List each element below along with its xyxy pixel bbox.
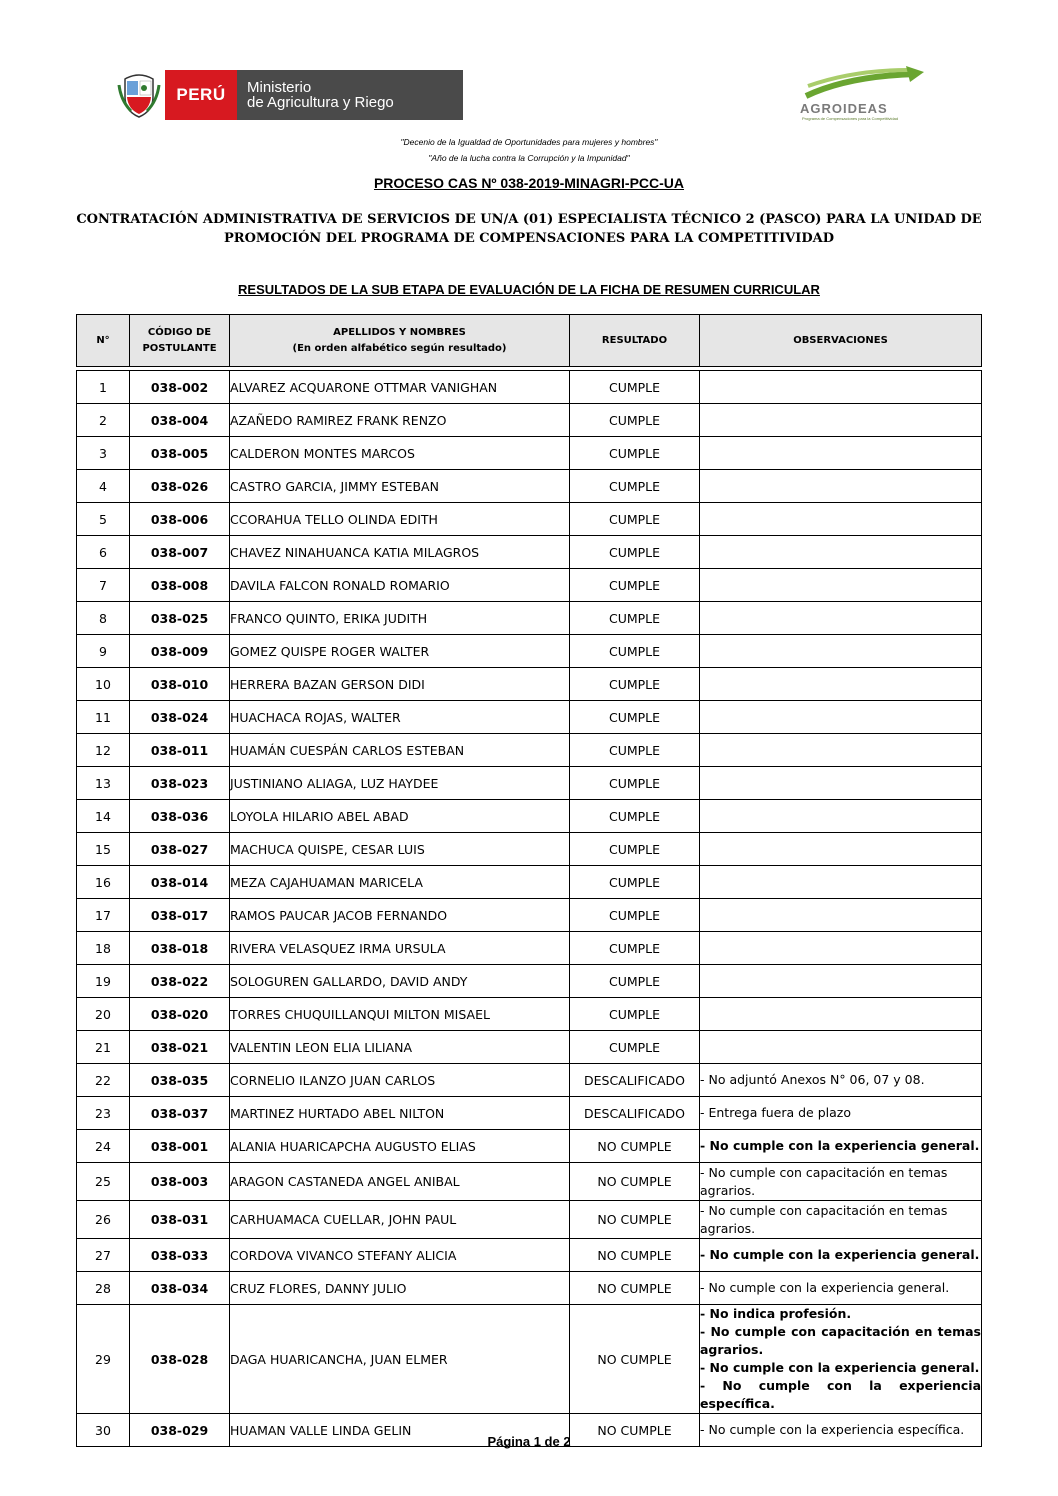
applicant-code: 038-001 [130, 1130, 230, 1163]
observations-cell [700, 734, 982, 767]
row-number: 29 [77, 1305, 130, 1414]
table-row [77, 701, 982, 734]
result-status: CUMPLE [570, 437, 700, 470]
table-row [77, 1064, 982, 1097]
observation-line: - Entrega fuera de plazo [700, 1105, 851, 1120]
applicant-code: 038-008 [130, 569, 230, 602]
applicant-name: DAVILA FALCON RONALD ROMARIO [230, 569, 570, 602]
observations-cell [700, 1201, 982, 1239]
row-number: 24 [77, 1130, 130, 1163]
observation-line: - No cumple con capacitación en temas agrarios. [700, 1202, 948, 1236]
observations-cell [700, 701, 982, 734]
col-header-obs: OBSERVACIONES [700, 315, 982, 367]
result-status: CUMPLE [570, 404, 700, 437]
agroideas-logo [798, 66, 933, 124]
applicant-code: 038-025 [130, 602, 230, 635]
table-row [77, 899, 982, 932]
applicant-code: 038-023 [130, 767, 230, 800]
result-status: CUMPLE [570, 1031, 700, 1064]
result-status: CUMPLE [570, 833, 700, 866]
applicant-code: 038-018 [130, 932, 230, 965]
table-row [77, 734, 982, 767]
applicant-code: 038-021 [130, 1031, 230, 1064]
observations-cell [700, 503, 982, 536]
section-subtitle: RESULTADOS DE LA SUB ETAPA DE EVALUACIÓN DE LA FICHA DE RESUMEN CURRICULAR [238, 282, 820, 297]
applicant-code: 038-005 [130, 437, 230, 470]
result-status: DESCALIFICADO [570, 1064, 700, 1097]
result-status: CUMPLE [570, 965, 700, 998]
table-row [77, 503, 982, 536]
observations-cell [700, 932, 982, 965]
applicant-code: 038-037 [130, 1097, 230, 1130]
result-status: DESCALIFICADO [570, 1097, 700, 1130]
applicant-name: HUAMÁN CUESPÁN CARLOS ESTEBAN [230, 734, 570, 767]
col-header-num: N° [77, 315, 130, 367]
table-row [77, 965, 982, 998]
observations-cell [700, 800, 982, 833]
observations-cell [700, 866, 982, 899]
row-number: 11 [77, 701, 130, 734]
result-status: CUMPLE [570, 635, 700, 668]
observations-cell [700, 833, 982, 866]
result-status: NO CUMPLE [570, 1201, 700, 1239]
result-status: CUMPLE [570, 371, 700, 404]
applicant-code: 038-017 [130, 899, 230, 932]
table-row [77, 569, 982, 602]
applicant-code: 038-003 [130, 1163, 230, 1201]
table-row [77, 1239, 982, 1272]
table-row [77, 470, 982, 503]
table-row [77, 602, 982, 635]
applicant-name: ALANIA HUARICAPCHA AUGUSTO ELIAS [230, 1130, 570, 1163]
applicant-code: 038-010 [130, 668, 230, 701]
result-status: NO CUMPLE [570, 1239, 700, 1272]
applicant-code: 038-033 [130, 1239, 230, 1272]
observations-cell [700, 1272, 982, 1305]
result-status: CUMPLE [570, 503, 700, 536]
observations-cell [700, 998, 982, 1031]
result-status: CUMPLE [570, 470, 700, 503]
ministry-line-1: Ministerio [247, 79, 312, 96]
observation-line: - No cumple con la experiencia general. [700, 1360, 980, 1375]
observations-cell [700, 371, 982, 404]
ministry-line-2: de Agricultura y Riego [247, 94, 394, 111]
applicant-code: 038-006 [130, 503, 230, 536]
row-number: 16 [77, 866, 130, 899]
applicant-code: 038-022 [130, 965, 230, 998]
applicant-name: VALENTIN LEON ELIA LILIANA [230, 1031, 570, 1064]
observations-cell [700, 767, 982, 800]
motto-line-1: "Decenio de la Igualdad de Oportunidades para mujeres y hombres" [400, 137, 658, 147]
observations-cell [700, 635, 982, 668]
row-number: 15 [77, 833, 130, 866]
table-header-row [77, 315, 982, 367]
observation-line: - No cumple con la experiencia general. [700, 1247, 980, 1262]
applicant-code: 038-034 [130, 1272, 230, 1305]
table-row [77, 833, 982, 866]
applicant-name: ARAGON CASTANEDA ANGEL ANIBAL [230, 1163, 570, 1201]
row-number: 18 [77, 932, 130, 965]
applicant-code: 038-011 [130, 734, 230, 767]
results-table [76, 314, 982, 1447]
result-status: CUMPLE [570, 899, 700, 932]
table-row [77, 998, 982, 1031]
row-number: 7 [77, 569, 130, 602]
observations-cell [700, 536, 982, 569]
table-row [77, 767, 982, 800]
table-row [77, 536, 982, 569]
applicant-code: 038-009 [130, 635, 230, 668]
observations-cell [700, 1031, 982, 1064]
applicant-code: 038-029 [130, 1414, 230, 1447]
row-number: 13 [77, 767, 130, 800]
row-number: 21 [77, 1031, 130, 1064]
row-number: 27 [77, 1239, 130, 1272]
result-status: NO CUMPLE [570, 1130, 700, 1163]
peru-label: PERÚ [165, 70, 237, 120]
result-status: CUMPLE [570, 998, 700, 1031]
col-header-code [130, 315, 230, 367]
observation-line: - No adjuntó Anexos N° 06, 07 y 08. [700, 1072, 925, 1087]
col-header-name-line2: (En orden alfabético según resultado) [292, 342, 507, 354]
applicant-name: CARHUAMACA CUELLAR, JOHN PAUL [230, 1201, 570, 1239]
row-number: 4 [77, 470, 130, 503]
applicant-name: CORDOVA VIVANCO STEFANY ALICIA [230, 1239, 570, 1272]
applicant-code: 038-028 [130, 1305, 230, 1414]
observations-cell [700, 470, 982, 503]
row-number: 1 [77, 371, 130, 404]
applicant-code: 038-002 [130, 371, 230, 404]
observations-cell [700, 1305, 982, 1414]
applicant-code: 038-020 [130, 998, 230, 1031]
main-title: CONTRATACIÓN ADMINISTRATIVA DE SERVICIOS DE UN/A (01) ESPECIALISTA TÉCNICO 2 (PASCO) PARA LA UNIDAD DE PROMOCIÓN DEL PROGRAMA DE COMPENSACIONES PARA LA COMPETITIVIDAD [76, 212, 982, 246]
applicant-code: 038-031 [130, 1201, 230, 1239]
applicant-name: CRUZ FLORES, DANNY JULIO [230, 1272, 570, 1305]
col-header-result: RESULTADO [570, 315, 700, 367]
result-status: CUMPLE [570, 701, 700, 734]
observations-cell [700, 569, 982, 602]
applicant-name: TORRES CHUQUILLANQUI MILTON MISAEL [230, 998, 570, 1031]
result-status: CUMPLE [570, 734, 700, 767]
row-number: 12 [77, 734, 130, 767]
applicant-name: FRANCO QUINTO, ERIKA JUDITH [230, 602, 570, 635]
applicant-name: AZAÑEDO RAMIREZ FRANK RENZO [230, 404, 570, 437]
applicant-name: MACHUCA QUISPE, CESAR LUIS [230, 833, 570, 866]
observation-line: - No cumple con la experiencia general. [700, 1280, 950, 1295]
row-number: 30 [77, 1414, 130, 1447]
row-number: 2 [77, 404, 130, 437]
ministry-logo [113, 70, 463, 120]
table-row [77, 932, 982, 965]
table-row [77, 1130, 982, 1163]
table-row [77, 668, 982, 701]
agroideas-brand: AGROIDEAS [800, 101, 888, 116]
result-status: CUMPLE [570, 767, 700, 800]
row-number: 5 [77, 503, 130, 536]
table-row [77, 1272, 982, 1305]
observations-cell [700, 668, 982, 701]
result-status: CUMPLE [570, 569, 700, 602]
row-number: 6 [77, 536, 130, 569]
observations-cell [700, 965, 982, 998]
table-row [77, 1031, 982, 1064]
result-status: CUMPLE [570, 932, 700, 965]
observations-cell [700, 899, 982, 932]
table-row [77, 1097, 982, 1130]
applicant-name: RAMOS PAUCAR JACOB FERNANDO [230, 899, 570, 932]
row-number: 28 [77, 1272, 130, 1305]
result-status: NO CUMPLE [570, 1163, 700, 1201]
applicant-code: 038-007 [130, 536, 230, 569]
applicant-name: JUSTINIANO ALIAGA, LUZ HAYDEE [230, 767, 570, 800]
table-row [77, 404, 982, 437]
row-number: 25 [77, 1163, 130, 1201]
motto-line-2: "Año de la lucha contra la Corrupción y la Impunidad" [428, 153, 630, 163]
observations-cell [700, 1239, 982, 1272]
applicant-name: LOYOLA HILARIO ABEL ABAD [230, 800, 570, 833]
applicant-name: CALDERON MONTES MARCOS [230, 437, 570, 470]
row-number: 19 [77, 965, 130, 998]
agroideas-arrow-icon [798, 66, 928, 102]
col-header-code-line1: CÓDIGO DE [147, 326, 212, 338]
table-row [77, 1201, 982, 1239]
row-number: 10 [77, 668, 130, 701]
row-number: 3 [77, 437, 130, 470]
observations-cell [700, 1163, 982, 1201]
row-number: 22 [77, 1064, 130, 1097]
observation-line: - No cumple con capacitación en temas agrarios. [700, 1164, 948, 1198]
table-row [77, 866, 982, 899]
observations-cell [700, 602, 982, 635]
applicant-name: CHAVEZ NINAHUANCA KATIA MILAGROS [230, 536, 570, 569]
observation-line: - No cumple con la experiencia general. [700, 1138, 980, 1153]
row-number: 17 [77, 899, 130, 932]
ministry-name [237, 70, 463, 120]
result-status: NO CUMPLE [570, 1272, 700, 1305]
col-header-name-line1: APELLIDOS Y NOMBRES [333, 326, 466, 338]
row-number: 26 [77, 1201, 130, 1239]
row-number: 14 [77, 800, 130, 833]
observations-cell [700, 437, 982, 470]
table-row [77, 1305, 982, 1414]
applicant-code: 038-024 [130, 701, 230, 734]
coat-of-arms-icon [113, 70, 165, 120]
applicant-name: HERRERA BAZAN GERSON DIDI [230, 668, 570, 701]
applicant-name: CCORAHUA TELLO OLINDA EDITH [230, 503, 570, 536]
result-status: NO CUMPLE [570, 1414, 700, 1447]
applicant-name: MARTINEZ HURTADO ABEL NILTON [230, 1097, 570, 1130]
applicant-name: CASTRO GARCIA, JIMMY ESTEBAN [230, 470, 570, 503]
applicant-name: SOLOGUREN GALLARDO, DAVID ANDY [230, 965, 570, 998]
applicant-code: 038-036 [130, 800, 230, 833]
col-header-name [230, 315, 570, 367]
applicant-name: GOMEZ QUISPE ROGER WALTER [230, 635, 570, 668]
table-row [77, 1163, 982, 1201]
table-row [77, 635, 982, 668]
col-header-code-line2: POSTULANTE [142, 342, 217, 354]
result-status: CUMPLE [570, 668, 700, 701]
result-status: NO CUMPLE [570, 1305, 700, 1414]
applicant-name: ALVAREZ ACQUARONE OTTMAR VANIGHAN [230, 371, 570, 404]
applicant-name: HUAMAN VALLE LINDA GELIN [230, 1414, 570, 1447]
result-status: CUMPLE [570, 800, 700, 833]
result-status: CUMPLE [570, 536, 700, 569]
applicant-name: RIVERA VELASQUEZ IRMA URSULA [230, 932, 570, 965]
row-number: 9 [77, 635, 130, 668]
row-number: 20 [77, 998, 130, 1031]
applicant-code: 038-014 [130, 866, 230, 899]
process-title: PROCESO CAS Nº 038-2019-MINAGRI-PCC-UA [373, 175, 685, 191]
observations-cell [700, 404, 982, 437]
applicant-name: MEZA CAJAHUAMAN MARICELA [230, 866, 570, 899]
applicant-code: 038-035 [130, 1064, 230, 1097]
observations-cell [700, 1130, 982, 1163]
observation-line: - No indica profesión. [700, 1306, 852, 1321]
observation-line: - No cumple con capacitación en temas agrarios. [700, 1324, 981, 1357]
page-number: Página 1 de 2 [487, 1434, 571, 1449]
observations-cell [700, 1097, 982, 1130]
applicant-code: 038-026 [130, 470, 230, 503]
applicant-code: 038-004 [130, 404, 230, 437]
table-row [77, 437, 982, 470]
agroideas-tagline: Programa de Compensaciones para la Competitividad [802, 116, 899, 121]
result-status: CUMPLE [570, 602, 700, 635]
table-row [77, 371, 982, 404]
observations-cell [700, 1064, 982, 1097]
observation-line: - No cumple con la experiencia específica. [700, 1378, 981, 1411]
applicant-name: HUACHACA ROJAS, WALTER [230, 701, 570, 734]
observation-line: - No cumple con la experiencia específica. [700, 1422, 965, 1437]
table-row [77, 800, 982, 833]
applicant-code: 038-027 [130, 833, 230, 866]
applicant-name: DAGA HUARICANCHA, JUAN ELMER [230, 1305, 570, 1414]
row-number: 23 [77, 1097, 130, 1130]
result-status: CUMPLE [570, 866, 700, 899]
row-number: 8 [77, 602, 130, 635]
applicant-name: CORNELIO ILANZO JUAN CARLOS [230, 1064, 570, 1097]
